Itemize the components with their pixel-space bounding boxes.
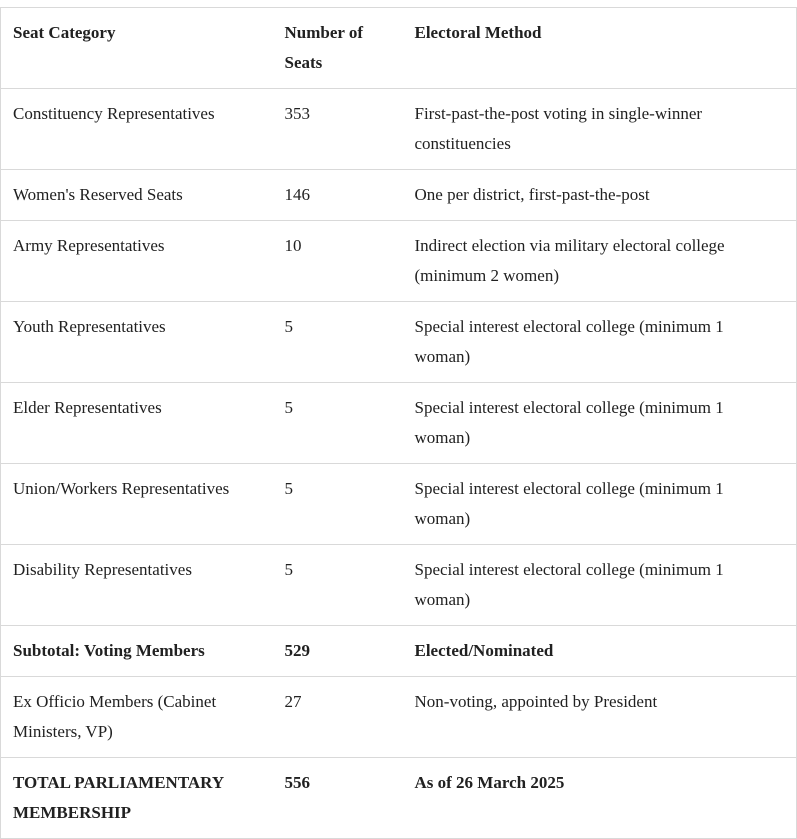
- cell-number-of-seats: 556: [284, 773, 310, 792]
- cell-seat-category: Subtotal: Voting Members: [13, 641, 205, 660]
- table-row: [1, 170, 797, 221]
- table-row: [1, 545, 797, 626]
- cell-seat-category: Women's Reserved Seats: [13, 185, 183, 204]
- cell-electoral-method: First-past-the-post voting in single-winner constituencies: [414, 104, 703, 153]
- cell-electoral-method: Special interest electoral college (minimum 1 woman): [414, 317, 724, 366]
- cell-electoral-method: As of 26 March 2025: [414, 773, 565, 792]
- cell-seat-category: Ex Officio Members (Cabinet Ministers, VP): [13, 692, 217, 741]
- table-header-row: [1, 8, 797, 89]
- cell-number-of-seats: 529: [284, 641, 310, 660]
- cell-number-of-seats: 10: [284, 236, 302, 255]
- cell-number-of-seats: 146: [284, 185, 310, 204]
- cell-seat-category: Union/Workers Representatives: [13, 479, 230, 498]
- cell-number-of-seats: 5: [284, 398, 293, 417]
- table-body: [1, 89, 797, 839]
- cell-electoral-method: Special interest electoral college (minimum 1 woman): [414, 398, 724, 447]
- col-header-seat-category: Seat Category: [13, 23, 116, 42]
- cell-seat-category: Elder Representatives: [13, 398, 162, 417]
- cell-electoral-method: Special interest electoral college (minimum 1 woman): [414, 560, 724, 609]
- col-header-electoral-method: Electoral Method: [414, 23, 542, 42]
- table-row: [1, 626, 797, 677]
- cell-electoral-method: One per district, first-past-the-post: [414, 185, 650, 204]
- col-header-number-of-seats: Number of Seats: [284, 23, 364, 72]
- cell-seat-category: Disability Representatives: [13, 560, 192, 579]
- cell-electoral-method: Non-voting, appointed by President: [414, 692, 658, 711]
- cell-seat-category: TOTAL PARLIAMENTARY MEMBERSHIP: [13, 773, 224, 822]
- table-row: [1, 758, 797, 839]
- table-row: [1, 302, 797, 383]
- cell-number-of-seats: 27: [284, 692, 302, 711]
- cell-seat-category: Army Representatives: [13, 236, 165, 255]
- table-row: [1, 383, 797, 464]
- cell-electoral-method: Special interest electoral college (minimum 1 woman): [414, 479, 724, 528]
- cell-electoral-method: Elected/Nominated: [414, 641, 554, 660]
- table-row: [1, 221, 797, 302]
- cell-number-of-seats: 5: [284, 479, 293, 498]
- cell-seat-category: Constituency Representatives: [13, 104, 215, 123]
- cell-seat-category: Youth Representatives: [13, 317, 166, 336]
- parliament-seats-table: [0, 7, 797, 839]
- cell-number-of-seats: 5: [284, 317, 293, 336]
- cell-number-of-seats: 5: [284, 560, 293, 579]
- table-row: [1, 89, 797, 170]
- cell-electoral-method: Indirect election via military electoral college (minimum 2 women): [414, 236, 725, 285]
- table-row: [1, 677, 797, 758]
- table-row: [1, 464, 797, 545]
- cell-number-of-seats: 353: [284, 104, 310, 123]
